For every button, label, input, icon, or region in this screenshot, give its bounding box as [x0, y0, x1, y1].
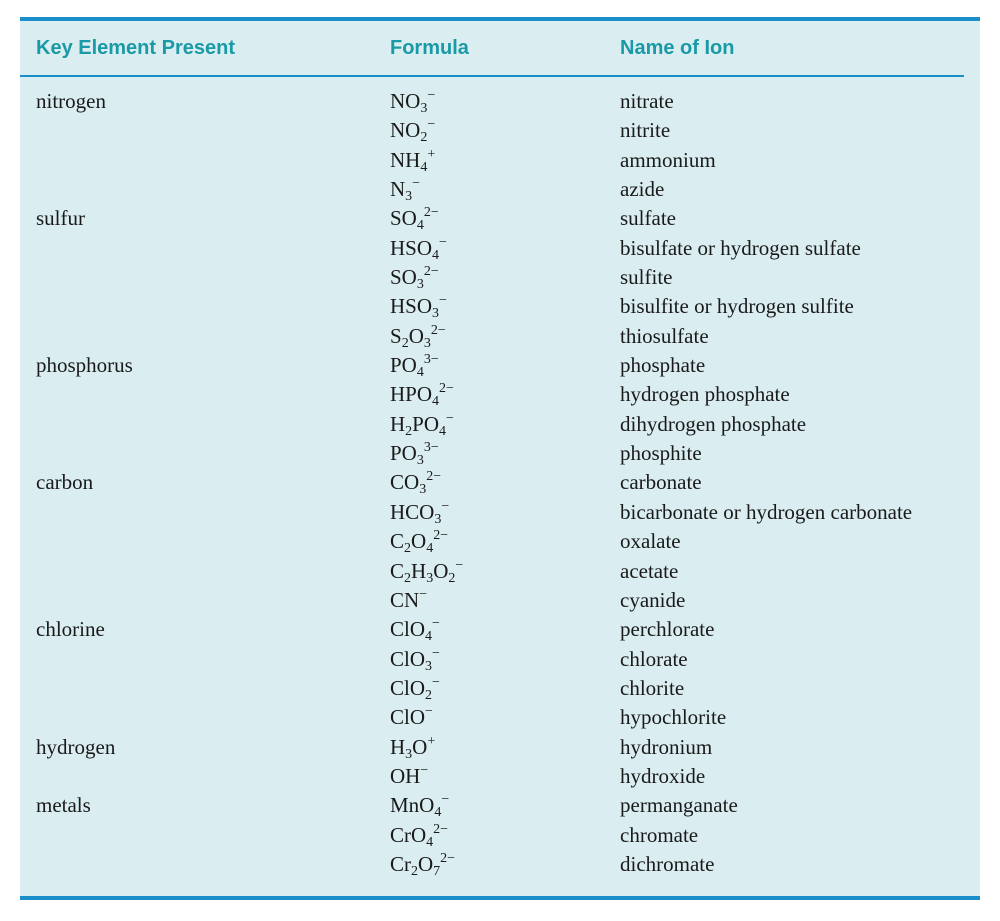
ion-name-cell: hydrogen phosphate: [620, 382, 790, 407]
formula-charge: −: [427, 117, 436, 133]
table-row: [20, 558, 964, 587]
formula-cell: [390, 440, 439, 469]
formula-subscript: 2: [401, 335, 409, 351]
formula-charge: −: [427, 88, 436, 103]
formula-symbol: PO: [390, 441, 417, 466]
table-row: [20, 528, 964, 557]
ion-name-cell: thiosulfate: [620, 323, 709, 348]
formula-charge: −: [455, 557, 464, 573]
key-element-cell: hydrogen: [36, 734, 116, 759]
formula-charge: 3−: [423, 352, 439, 368]
formula-subscript: 3: [423, 335, 431, 351]
table-row: [20, 323, 964, 352]
formula-symbol: H: [411, 558, 427, 583]
header-name-of-ion: Name of Ion: [620, 37, 735, 59]
table-row: [20, 851, 964, 880]
formula-cell: [390, 558, 463, 584]
formula-symbol: N: [390, 177, 406, 202]
formula-symbol: HCO: [390, 499, 435, 524]
formula-symbol: HSO: [390, 235, 433, 260]
formula-symbol: CN: [390, 587, 420, 612]
formula-symbol: C: [390, 558, 405, 583]
formula-subscript: 4: [416, 365, 424, 381]
formula-symbol: MnO: [390, 793, 435, 818]
ion-name-cell: bisulfate or hydrogen sulfate: [620, 235, 861, 260]
formula-subscript: 3: [434, 511, 442, 527]
key-element-cell: phosphorus: [36, 353, 133, 378]
formula-charge: +: [427, 733, 436, 749]
formula-subscript: 2: [425, 687, 433, 703]
ion-name-cell: azide: [620, 177, 665, 202]
formula-cell: [390, 469, 442, 498]
formula-symbol: NO: [390, 89, 421, 113]
formula-subscript: 7: [433, 863, 441, 879]
formula-symbol: ClO: [390, 675, 426, 700]
formula-subscript: 3: [405, 746, 413, 762]
formula-cell: [390, 117, 436, 146]
table-row: [20, 264, 964, 293]
ion-name-cell: chromate: [620, 822, 699, 847]
table-row: [20, 352, 964, 381]
formula-cell: [390, 264, 439, 293]
table-row: [20, 734, 964, 763]
formula-cell: [390, 88, 435, 114]
formula-subscript: 4: [434, 805, 442, 821]
ion-name-cell: nitrite: [620, 118, 671, 143]
ion-name-cell: hydroxide: [620, 763, 706, 788]
formula-charge: 2−: [430, 322, 446, 338]
ion-name-cell: phosphite: [620, 441, 702, 466]
formula-charge: 2−: [433, 821, 449, 837]
formula-cell: [390, 293, 447, 322]
formula-subscript: 2: [411, 863, 418, 879]
ion-name-cell: permanganate: [620, 793, 738, 818]
formula-charge: −: [441, 498, 450, 514]
formula-symbol: O: [412, 734, 428, 759]
ion-name-cell: sulfite: [620, 265, 673, 290]
formula-cell: [390, 763, 428, 789]
formula-subscript: 4: [432, 247, 440, 263]
table-header: [20, 21, 964, 77]
formula-subscript: 3: [405, 189, 413, 205]
ion-name-cell: perchlorate: [620, 617, 715, 642]
formula-symbol: HPO: [390, 382, 433, 407]
formula-subscript: 3: [420, 101, 428, 116]
formula-symbol: SO: [390, 265, 417, 290]
formula-cell: [390, 147, 435, 173]
key-element-cell: metals: [36, 793, 91, 818]
formula-subscript: 2: [405, 423, 413, 439]
formula-charge: 3−: [423, 440, 439, 456]
formula-symbol: O: [408, 323, 424, 348]
formula-symbol: CrO: [390, 822, 427, 847]
ion-name-cell: bicarbonate or hydrogen carbonate: [620, 499, 913, 524]
formula-charge: 2−: [440, 850, 456, 866]
table-row: [20, 675, 964, 704]
formula-cell: [390, 587, 427, 613]
formula-charge: −: [412, 176, 421, 192]
ion-name-cell: cyanide: [620, 587, 686, 612]
formula-cell: [390, 792, 450, 821]
formula-subscript: 3: [426, 570, 434, 586]
formula-symbol: O: [411, 529, 427, 554]
table-row: [20, 88, 964, 117]
formula-subscript: 3: [416, 453, 424, 469]
table-row: [20, 235, 964, 264]
ion-table-panel: [20, 17, 980, 900]
formula-cell: [390, 704, 433, 730]
formula-subscript: 4: [426, 834, 434, 850]
table-row: [20, 646, 964, 675]
formula-subscript: 4: [432, 394, 440, 410]
table-row: [20, 381, 964, 410]
formula-cell: [390, 205, 439, 234]
formula-charge: 2−: [426, 469, 442, 485]
formula-cell: [390, 176, 421, 205]
formula-charge: −: [439, 234, 447, 250]
formula-cell: [390, 675, 440, 701]
formula-symbol: SO: [390, 206, 417, 231]
formula-subscript: 2: [404, 541, 412, 557]
table-row: [20, 117, 964, 146]
ion-name-cell: phosphate: [620, 353, 706, 378]
ion-name-cell: chlorite: [620, 675, 685, 700]
ion-name-cell: dichromate: [620, 851, 715, 876]
formula-cell: [390, 381, 454, 410]
formula-cell: [390, 616, 440, 645]
formula-symbol: OH: [390, 763, 421, 788]
table-row: [20, 205, 964, 234]
ion-name-cell: bisulfite or hydrogen sulfite: [620, 294, 854, 319]
formula-symbol: ClO: [390, 617, 426, 642]
formula-cell: [390, 734, 435, 760]
key-element-cell: nitrogen: [36, 89, 106, 113]
formula-symbol: NO: [390, 118, 421, 143]
table-row: [20, 587, 964, 616]
table-row: [20, 293, 964, 322]
ion-name-cell: carbonate: [620, 470, 702, 495]
formula-subscript: 3: [432, 306, 440, 322]
formula-cell: [390, 822, 448, 848]
formula-subscript: 2: [420, 130, 428, 146]
formula-symbol: O: [418, 851, 434, 876]
formula-symbol: C: [390, 529, 405, 554]
key-element-cell: carbon: [36, 470, 94, 495]
formula-charge: −: [432, 616, 440, 632]
formula-subscript: 3: [425, 658, 433, 674]
key-element-cell: sulfur: [36, 206, 85, 231]
formula-charge: −: [432, 674, 440, 690]
ion-name-cell: oxalate: [620, 529, 681, 554]
table-row: [20, 147, 964, 176]
formula-cell: [390, 499, 449, 525]
formula-subscript: 2: [404, 570, 412, 586]
formula-symbol: ClO: [390, 705, 426, 730]
table-row: [20, 792, 964, 821]
ion-name-cell: ammonium: [620, 147, 716, 172]
header-key-element: Key Element Present: [36, 37, 235, 59]
formula-subscript: 4: [416, 218, 424, 234]
table-row: [20, 822, 964, 851]
table-row: [20, 704, 964, 733]
table-row: [20, 499, 964, 528]
formula-symbol: O: [433, 558, 449, 583]
formula-subscript: 4: [420, 159, 428, 175]
ion-name-cell: acetate: [620, 558, 679, 583]
formula-symbol: PO: [390, 353, 417, 378]
key-element-cell: chlorine: [36, 617, 105, 642]
formula-charge: −: [419, 586, 428, 602]
header-formula: Formula: [390, 37, 469, 59]
formula-symbol: NH: [390, 147, 421, 172]
table-row: [20, 440, 964, 469]
formula-cell: [390, 528, 449, 557]
formula-subscript: 3: [419, 482, 427, 498]
formula-cell: [390, 352, 439, 381]
ion-name-cell: nitrate: [620, 89, 674, 113]
formula-charge: 2−: [423, 264, 439, 280]
formula-subscript: 4: [426, 541, 434, 557]
formula-symbol: ClO: [390, 646, 426, 671]
formula-symbol: Cr: [390, 851, 411, 876]
table-row: [20, 176, 964, 205]
ion-name-cell: hydronium: [620, 734, 713, 759]
formula-charge: −: [420, 762, 429, 778]
formula-symbol: CO: [390, 470, 420, 495]
formula-charge: −: [425, 704, 433, 720]
formula-symbol: H: [390, 734, 406, 759]
formula-charge: 2−: [423, 205, 439, 221]
table-row: [20, 469, 964, 498]
table-body: [20, 88, 964, 880]
formula-charge: +: [427, 146, 436, 162]
formula-charge: 2−: [433, 528, 449, 544]
formula-charge: −: [441, 792, 450, 808]
formula-symbol: PO: [412, 411, 440, 436]
table-row: [20, 616, 964, 645]
formula-cell: [390, 646, 440, 672]
formula-cell: [390, 323, 446, 349]
ion-name-cell: sulfate: [620, 206, 676, 231]
formula-charge: −: [439, 293, 447, 309]
formula-symbol: S: [390, 323, 402, 348]
formula-subscript: 2: [448, 570, 456, 586]
formula-cell: [390, 235, 447, 261]
formula-symbol: HSO: [390, 294, 433, 319]
formula-charge: −: [432, 645, 440, 661]
ion-name-cell: hypochlorite: [620, 705, 727, 730]
formula-charge: 2−: [439, 381, 454, 397]
formula-subscript: 3: [416, 277, 424, 293]
ion-name-cell: chlorate: [620, 646, 688, 671]
formula-charge: −: [446, 410, 454, 426]
table-row: [20, 763, 964, 792]
formula-cell: [390, 411, 454, 437]
ion-name-cell: dihydrogen phosphate: [620, 411, 807, 436]
table-row: [20, 411, 964, 440]
formula-subscript: 4: [425, 629, 433, 645]
formula-subscript: 4: [439, 423, 447, 439]
formula-cell: [390, 851, 455, 877]
formula-symbol: H: [390, 411, 406, 436]
